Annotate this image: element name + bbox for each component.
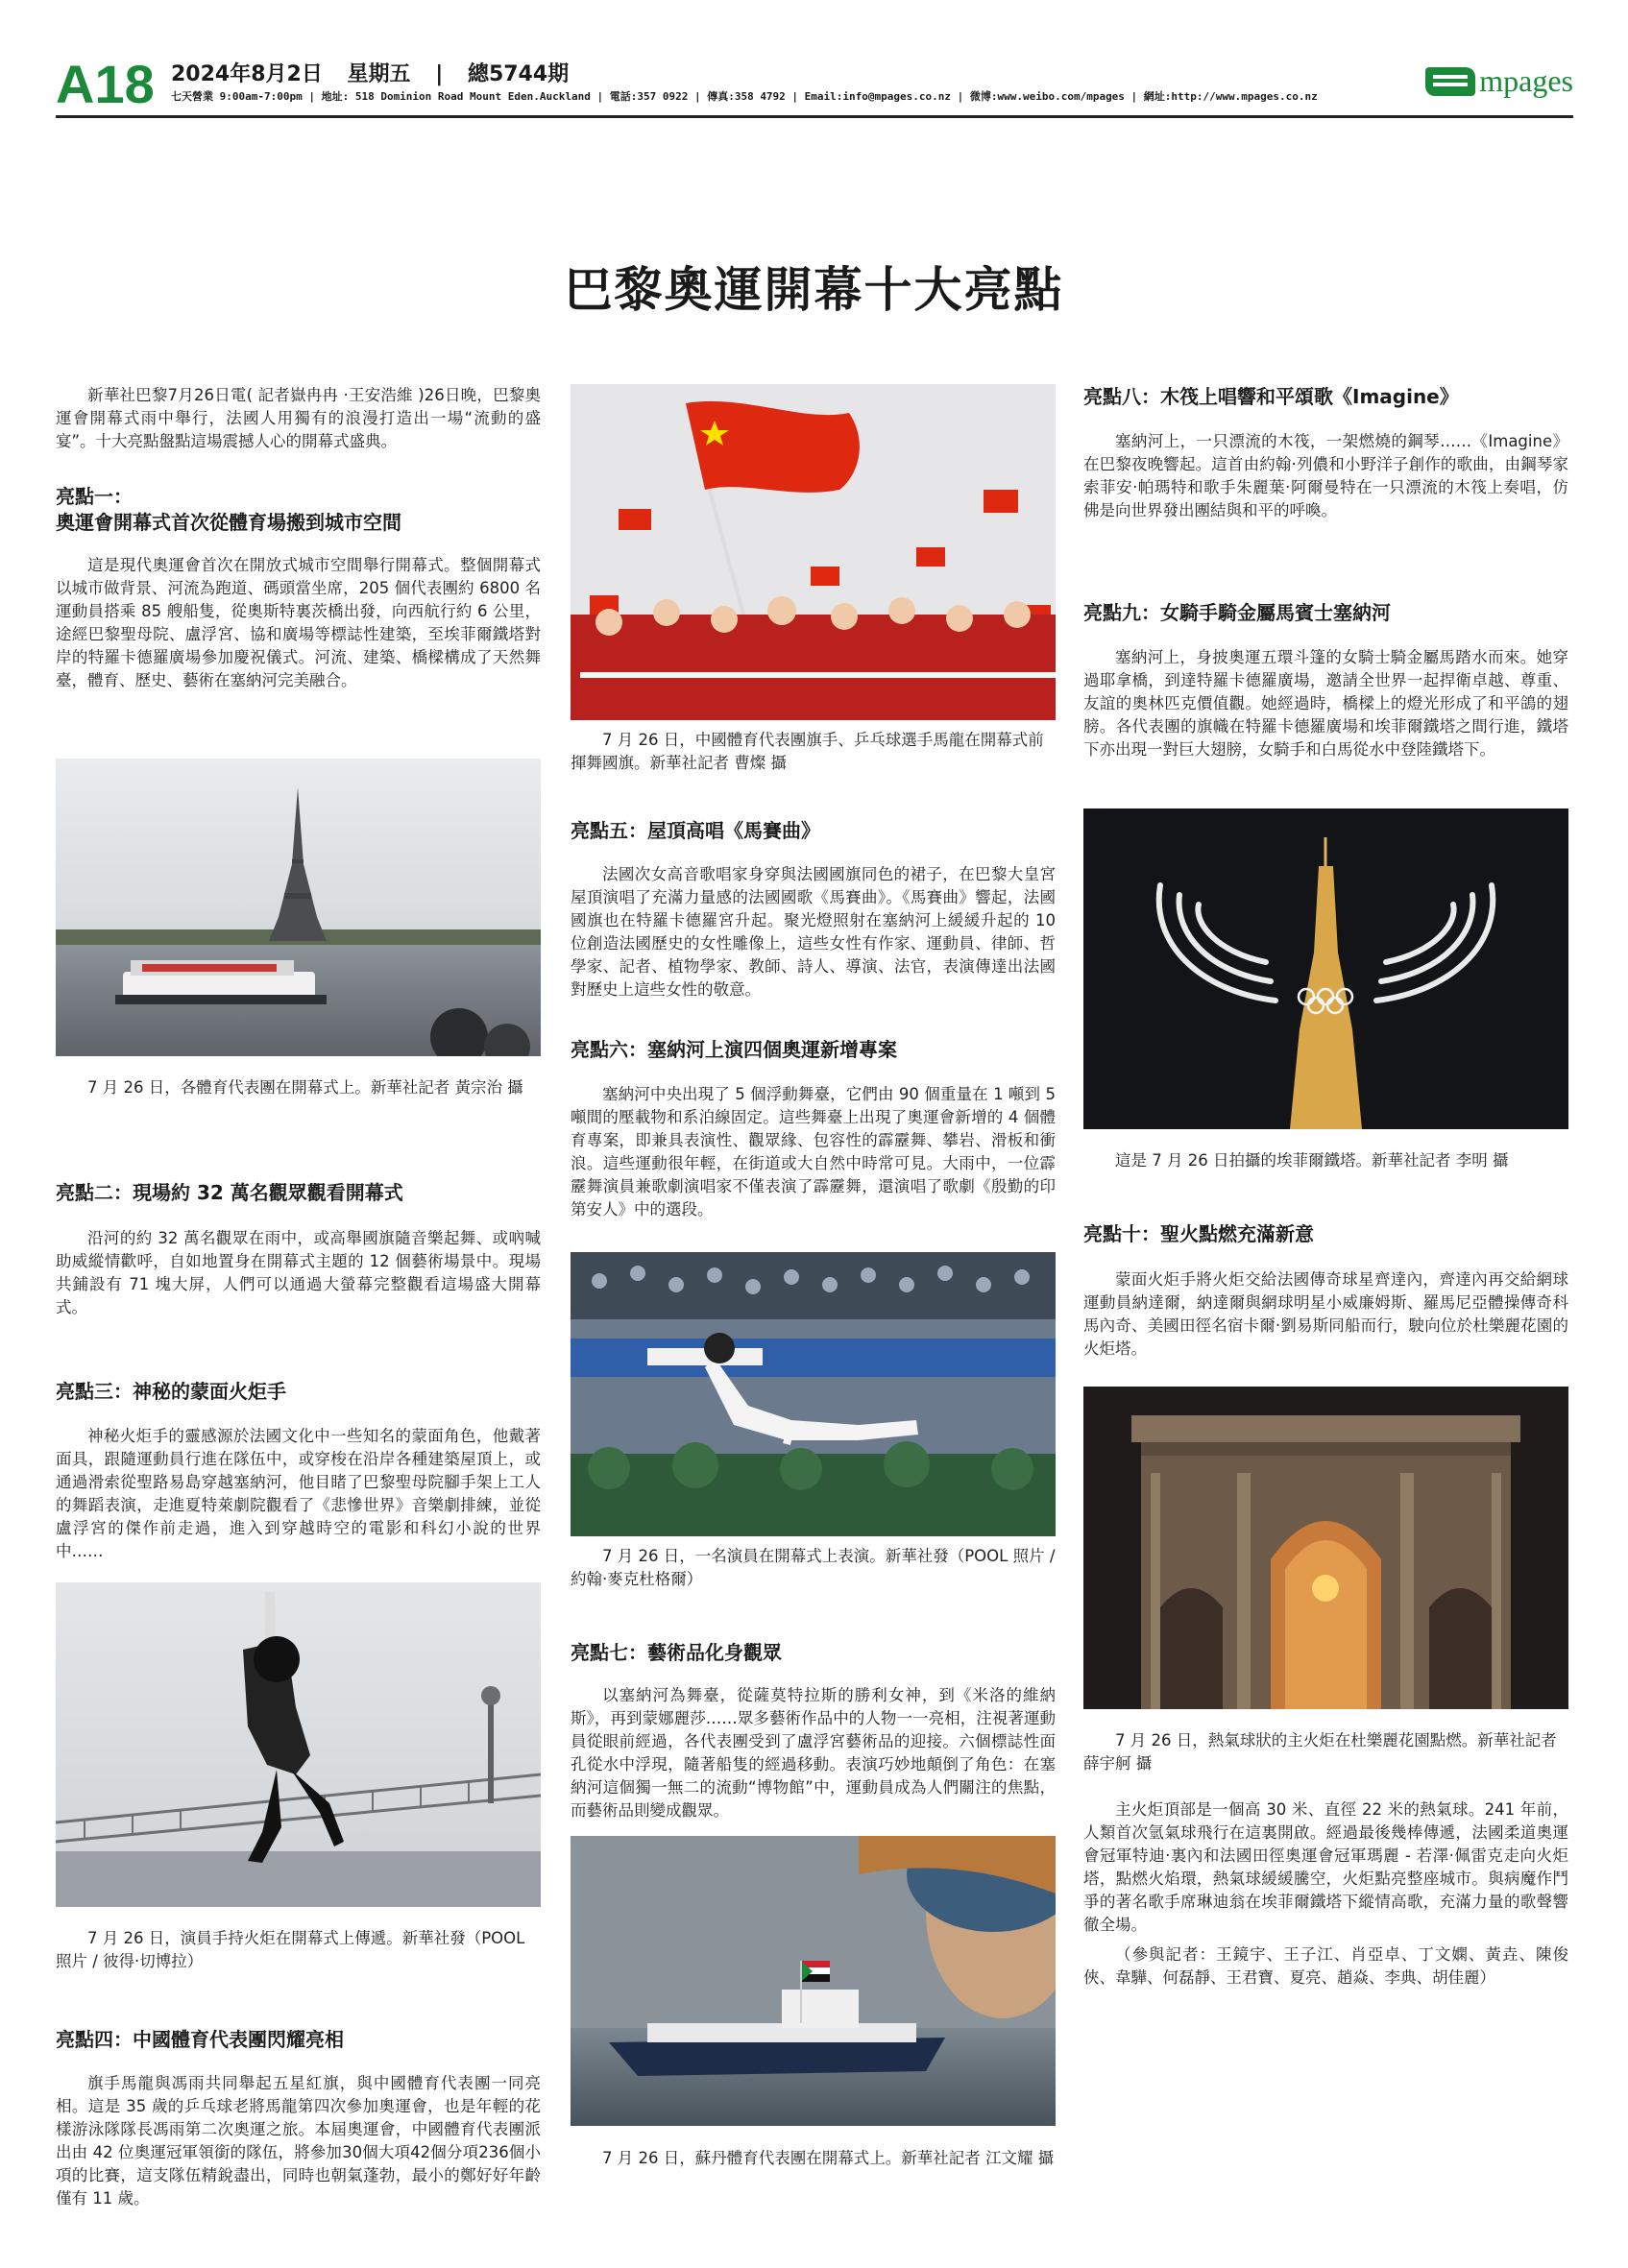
torchbearer-photo [56,1582,541,1907]
arc-carrousel-photo [1083,1387,1568,1709]
section-heading-3: 亮點三：神秘的蒙面火炬手 [56,1380,286,1403]
section-heading-1: 亮點一： 奧運會開幕式首次從體育場搬到城市空間 [56,485,401,534]
header-contact-info: 七天營業 9:00am-7:00pm | 地址: 518 Dominion Road Mount Eden.Auckland | 電話:357 0922 | 傳真:358 4792 | Email:info@mpages.co.nz | 微博:www.weibo.com/mpages | 網址:http://www.mpages.co.nz [171,90,1318,103]
photo-caption-7: 7 月 26 日，蘇丹體育代表團在開幕式上。新華社記者 江文耀 攝 [602,2149,1055,2167]
photo-caption-1: 7 月 26 日，各體育代表團在開幕式上。新華社記者 黃宗治 攝 [87,1078,523,1097]
section-body-5: 法國次女高音歌唱家身穿與法國國旗同色的裙子，在巴黎大皇宮屋頂演唱了充滿力量感的法國國歌《馬賽曲》。《馬賽曲》響起，法國國旗也在特羅卡德羅宮升起。聚光燈照射在塞納河上緩緩升起的 10 位創造法國歷史的女性雕像上，這些女性有作家、運動員、律師、哲學家、記者、植物學家、教師、詩人、導演、法官，表演傳達出法國對歷史上這些女性的敬意。 [571,865,1056,999]
section-heading-4: 亮點四：中國體育代表團閃耀亮相 [56,2028,344,2051]
page-header [56,52,1573,117]
photo-caption-flag: 7 月 26 日，中國體育代表團旗手、乒乓球選手馬龍在開幕式前揮舞國旗。新華社記者 曹燦 攝 [571,731,1044,772]
section-body-3: 神秘火炬手的靈感源於法國文化中一些知名的蒙面角色，他戴著面具，跟隨運動員行進在隊伍中，或穿梭在沿岸各種建築屋頂上，或通過滑索從聖路易島穿越塞納河，他目睹了巴黎聖母院腳手架上工人的舞蹈表演，走進夏特萊劇院觀看了《悲慘世界》音樂劇排練，並從盧浮宮的傑作前走過，進入到穿越時空的電影和科幻小說的世界中…… [56,1427,541,1560]
section-heading-9: 亮點九：女騎手騎金屬馬賓士塞納河 [1083,601,1391,624]
header-date: 2024年8月2日 [171,62,323,86]
section-body-6: 塞納河中央出現了 5 個浮動舞臺，它們由 90 個重量在 1 噸到 5 噸間的壓載物和系泊線固定。這些舞臺上出現了奧運會新增的 4 個體育專案，即兼具表演性、觀眾緣、包容性的霹靂舞、攀岩、滑板和衝浪。這些運動很年輕，在街道或大自然中時常可見。大雨中，一位霹靂舞演員兼歌劇演唱家不僅表演了霹靂舞，還演唱了歌劇《殷勤的印第安人》中的選段。 [571,1085,1056,1218]
photo-caption-6: 7 月 26 日，一名演員在開幕式上表演。新華社發（POOL 照片 / 約翰‧麥克杜格爾） [571,1547,1056,1588]
sudan-boat-photo [571,1836,1056,2126]
photo-caption-9: 這是 7 月 26 日拍攝的埃菲爾鐵塔。新華社記者 李明 攝 [1115,1151,1509,1170]
breakdancer-photo [571,1252,1056,1536]
header-issue: 總5744期 [467,62,570,86]
section-heading-2: 亮點二：現場約 32 萬名觀眾觀看開幕式 [56,1181,403,1204]
section-body-9: 塞納河上，身披奧運五環斗篷的女騎士騎金屬馬踏水而來。她穿過耶拿橋，到達特羅卡德羅廣場，邀請全世界一起捍衛卓越、尊重、友誼的奧林匹克價值觀。她經過時，橋樑上的燈光形成了和平鴿的翅膀。各代表團的旗幟在特羅卡德羅廣場和埃菲爾鐵塔之間行進，鐵塔下亦出現一對巨大翅膀，女騎手和白馬從水中登陸鐵塔下。 [1083,648,1568,759]
logo-text: mpages [1479,63,1573,98]
eiffel-wings-photo [1083,808,1568,1129]
article-title: 巴黎奧運開幕十大亮點 [564,262,1064,318]
section-body-2: 沿河的約 32 萬名觀眾在雨中，或高舉國旗隨音樂起舞、或吶喊助威縱情歡呼，自如地置身在開幕式主題的 12 個藝術場景中。現場共鋪設有 71 塊大屏，人們可以通過大螢幕完整觀看這場盛大開幕式。 [56,1229,541,1316]
section-heading-6: 亮點六：塞納河上演四個奧運新增專案 [571,1038,897,1061]
header-rule [56,115,1573,118]
header-dateline [171,58,586,87]
header-weekday: 星期五 [347,62,411,86]
reporter-credits: （參與記者：王鏡宇、王子江、肖亞卓、丁文嫻、黃垚、陳俊俠、韋驊、何磊靜、王君寶、夏亮、趙焱、李典、胡佳麗） [1083,1945,1568,1987]
section-heading-10: 亮點十：聖火點燃充滿新意 [1083,1222,1314,1245]
section-body-7: 以塞納河為舞臺，從薩莫特拉斯的勝利女神，到《米洛的維納斯》，再到蒙娜麗莎……眾多藝術作品中的人物一一亮相，注視著運動員從眼前經過，各代表團受到了盧浮宮藝術品的迎接。六個標誌性面孔從水中浮現，隨著船隻的經過移動。表演巧妙地顛倒了角色：在塞納河這個獨一無二的流動“博物館”中，運動員成為人們關注的焦點，而藝術品則變成觀眾。 [571,1686,1056,1820]
page-number: A18 [56,54,155,114]
photo-caption-10: 7 月 26 日，熱氣球狀的主火炬在杜樂麗花園點燃。新華社記者 薛宇舸 攝 [1083,1731,1557,1773]
mpages-logo [1425,63,1573,99]
eiffel-seine-boat-photo [56,759,541,1056]
section-body-10: 蒙面火炬手將火炬交給法國傳奇球星齊達內，齊達內再交給網球運動員納達爾，納達爾與網球明星小威廉姆斯、羅馬尼亞體操傳奇科馬內奇、美國田徑名宿卡爾‧劉易斯同船而行，駛向位於杜樂麗花園的火炬塔。 [1083,1270,1568,1358]
section-body-4: 旗手馬龍與馮雨共同舉起五星紅旗，與中國體育代表團一同亮相。這是 35 歲的乒乓球老將馬龍第四次參加奧運會，也是年輕的花樣游泳隊隊長馮雨第二次奧運之旅。本屆奧運會，中國體育代表團派出由 42 位奧運冠軍領銜的隊伍，將參加30個大項42個分項236個小項的比賽，這支隊伍精銳盡出，同時也朝氣蓬勃，最小的鄭好好年齡僅有 11 歲。 [56,2074,541,2208]
flag-bearer-photo [571,384,1056,720]
section-heading-8: 亮點八：木筏上唱響和平頌歌《Imagine》 [1083,385,1459,408]
section-body-10b: 主火炬頂部是一個高 30 米、直徑 22 米的熱氣球。241 年前，人類首次氫氣球飛行在這裏開啟。經過最後幾棒傳遞，法國柔道奧運會冠軍特迪‧裏內和法國田徑奧運會冠軍瑪麗 - 若澤‧佩雷克走向火炬塔，點燃火焰環，熱氣球緩緩騰空，火炬點亮整座城市。與病魔作鬥爭的著名歌手席琳迪翁在埃菲爾鐵塔下縱情高歌，充滿力量的歌聲響徹全場。 [1083,1800,1568,1934]
photo-caption-3: 7 月 26 日，演員手持火炬在開幕式上傳遞。新華社發（POOL 照片 / 彼得‧切博拉） [56,1929,525,1970]
logo-mark-icon [1425,67,1475,96]
header-separator: | [435,62,444,86]
section-heading-5: 亮點五：屋頂高唱《馬賽曲》 [571,819,820,842]
section-heading-7: 亮點七：藝術品化身觀眾 [571,1641,782,1664]
article-intro: 新華社巴黎7月26日電( 記者嶽冉冉 ‧王安浩維 )26日晚，巴黎奧運會開幕式雨中舉行，法國人用獨有的浪漫打造出一場“流動的盛宴”。十大亮點盤點這場震撼人心的開幕式盛典。 [56,386,541,450]
section-body-1: 這是現代奧運會首次在開放式城市空間舉行開幕式。整個開幕式以城市做背景、河流為跑道、碼頭當坐席，205 個代表團約 6800 名運動員搭乘 85 艘船隻，從奧斯特裏茨橋出發，向西航行約 6 公里，途經巴黎聖母院、盧浮宮、協和廣場等標誌性建築，至埃菲爾鐵塔對岸的特羅卡德羅廣場參加慶祝儀式。河流、建築、橋樑構成了天然舞臺，體育、歷史、藝術在塞納河完美融合。 [56,556,541,689]
section-body-8: 塞納河上，一只漂流的木筏，一架燃燒的鋼琴……《Imagine》在巴黎夜晚響起。這首由約翰‧列儂和小野洋子創作的歌曲，由鋼琴家索菲安‧帕瑪特和歌手朱麗葉‧阿爾曼特在一只漂流的木筏上奏唱，仿佛是向世界發出團結與和平的呼喚。 [1083,432,1568,519]
